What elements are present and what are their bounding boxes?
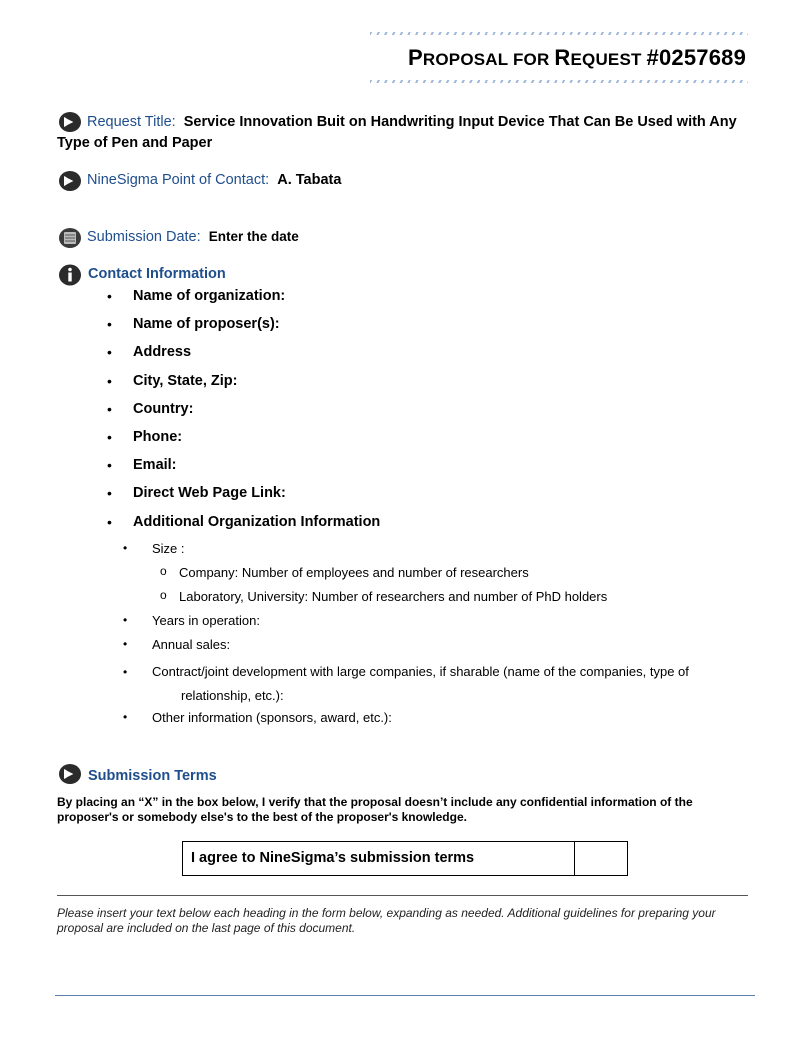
list-item: • Name of organization: [107,286,380,314]
point-of-contact: NineSigma Point of Contact: A. Tabata [87,172,342,188]
submission-terms-text: By placing an “X” in the box below, I verify that the proposal doesn’t include any confidential information of the proposer's or somebody else's to the best of the proposer's knowledge. [57,795,693,824]
ninesigma-arrow-icon [58,170,82,192]
list-item: • Phone: [107,427,380,455]
list-item: • Direct Web Page Link: [107,483,380,511]
sub-list-item-sales: • Annual sales: [152,636,230,653]
list-item: • City, State, Zip: [107,371,380,399]
section-divider [57,895,748,896]
list-item: • Additional Organization Information [107,512,380,540]
ninesigma-arrow-icon [58,763,82,785]
sub-sub-item-laboratory: o Laboratory, University: Number of researchers and number of PhD holders [179,588,607,605]
sub-list-item-other: • Other information (sponsors, award, etc.): [152,709,392,726]
agree-terms-table [182,841,628,876]
request-title-label: Request Title: [87,114,176,130]
instructions-text: Please insert your text below each heading in the form below, expanding as needed. Additional guidelines for preparing your proposal are included on the last page of this document. [57,906,716,935]
list-item: • Email: [107,455,380,483]
header-bottom-divider [370,80,748,83]
sub-sub-item-company: o Company: Number of employees and number of researchers [179,564,529,581]
list-item: • Country: [107,399,380,427]
submission-terms-heading: Submission Terms [88,768,217,784]
list-item: • Name of proposer(s): [107,314,380,342]
contact-info-list [107,286,380,540]
agree-terms-checkbox[interactable] [575,842,627,875]
sub-list-item-contract: • Contract/joint development with large companies, if sharable (name of the companies, type of relationship, etc.): [152,660,753,708]
submission-date-value[interactable]: Enter the date [208,229,299,244]
agree-terms-label: I agree to NineSigma’s submission terms [183,842,575,875]
request-title-value: Service Innovation Buit on Handwriting Input Device That Can Be Used with Any Type of Pen and Paper [57,114,737,151]
list-item: • Address [107,342,380,370]
submission-date: Submission Date: Enter the date [87,229,299,245]
header-top-divider [370,32,748,35]
sub-list-item-size: • Size : [152,540,185,557]
contact-info-heading: Contact Information [88,266,226,282]
sub-list-item-years: • Years in operation: [152,612,260,629]
calendar-icon [58,227,82,249]
footer-divider [55,995,755,996]
point-of-contact-value: A. Tabata [277,172,342,188]
page-title: PROPOSAL FOR REQUEST #0257689 [408,45,746,70]
info-icon [58,264,82,286]
request-title-block [57,112,757,154]
